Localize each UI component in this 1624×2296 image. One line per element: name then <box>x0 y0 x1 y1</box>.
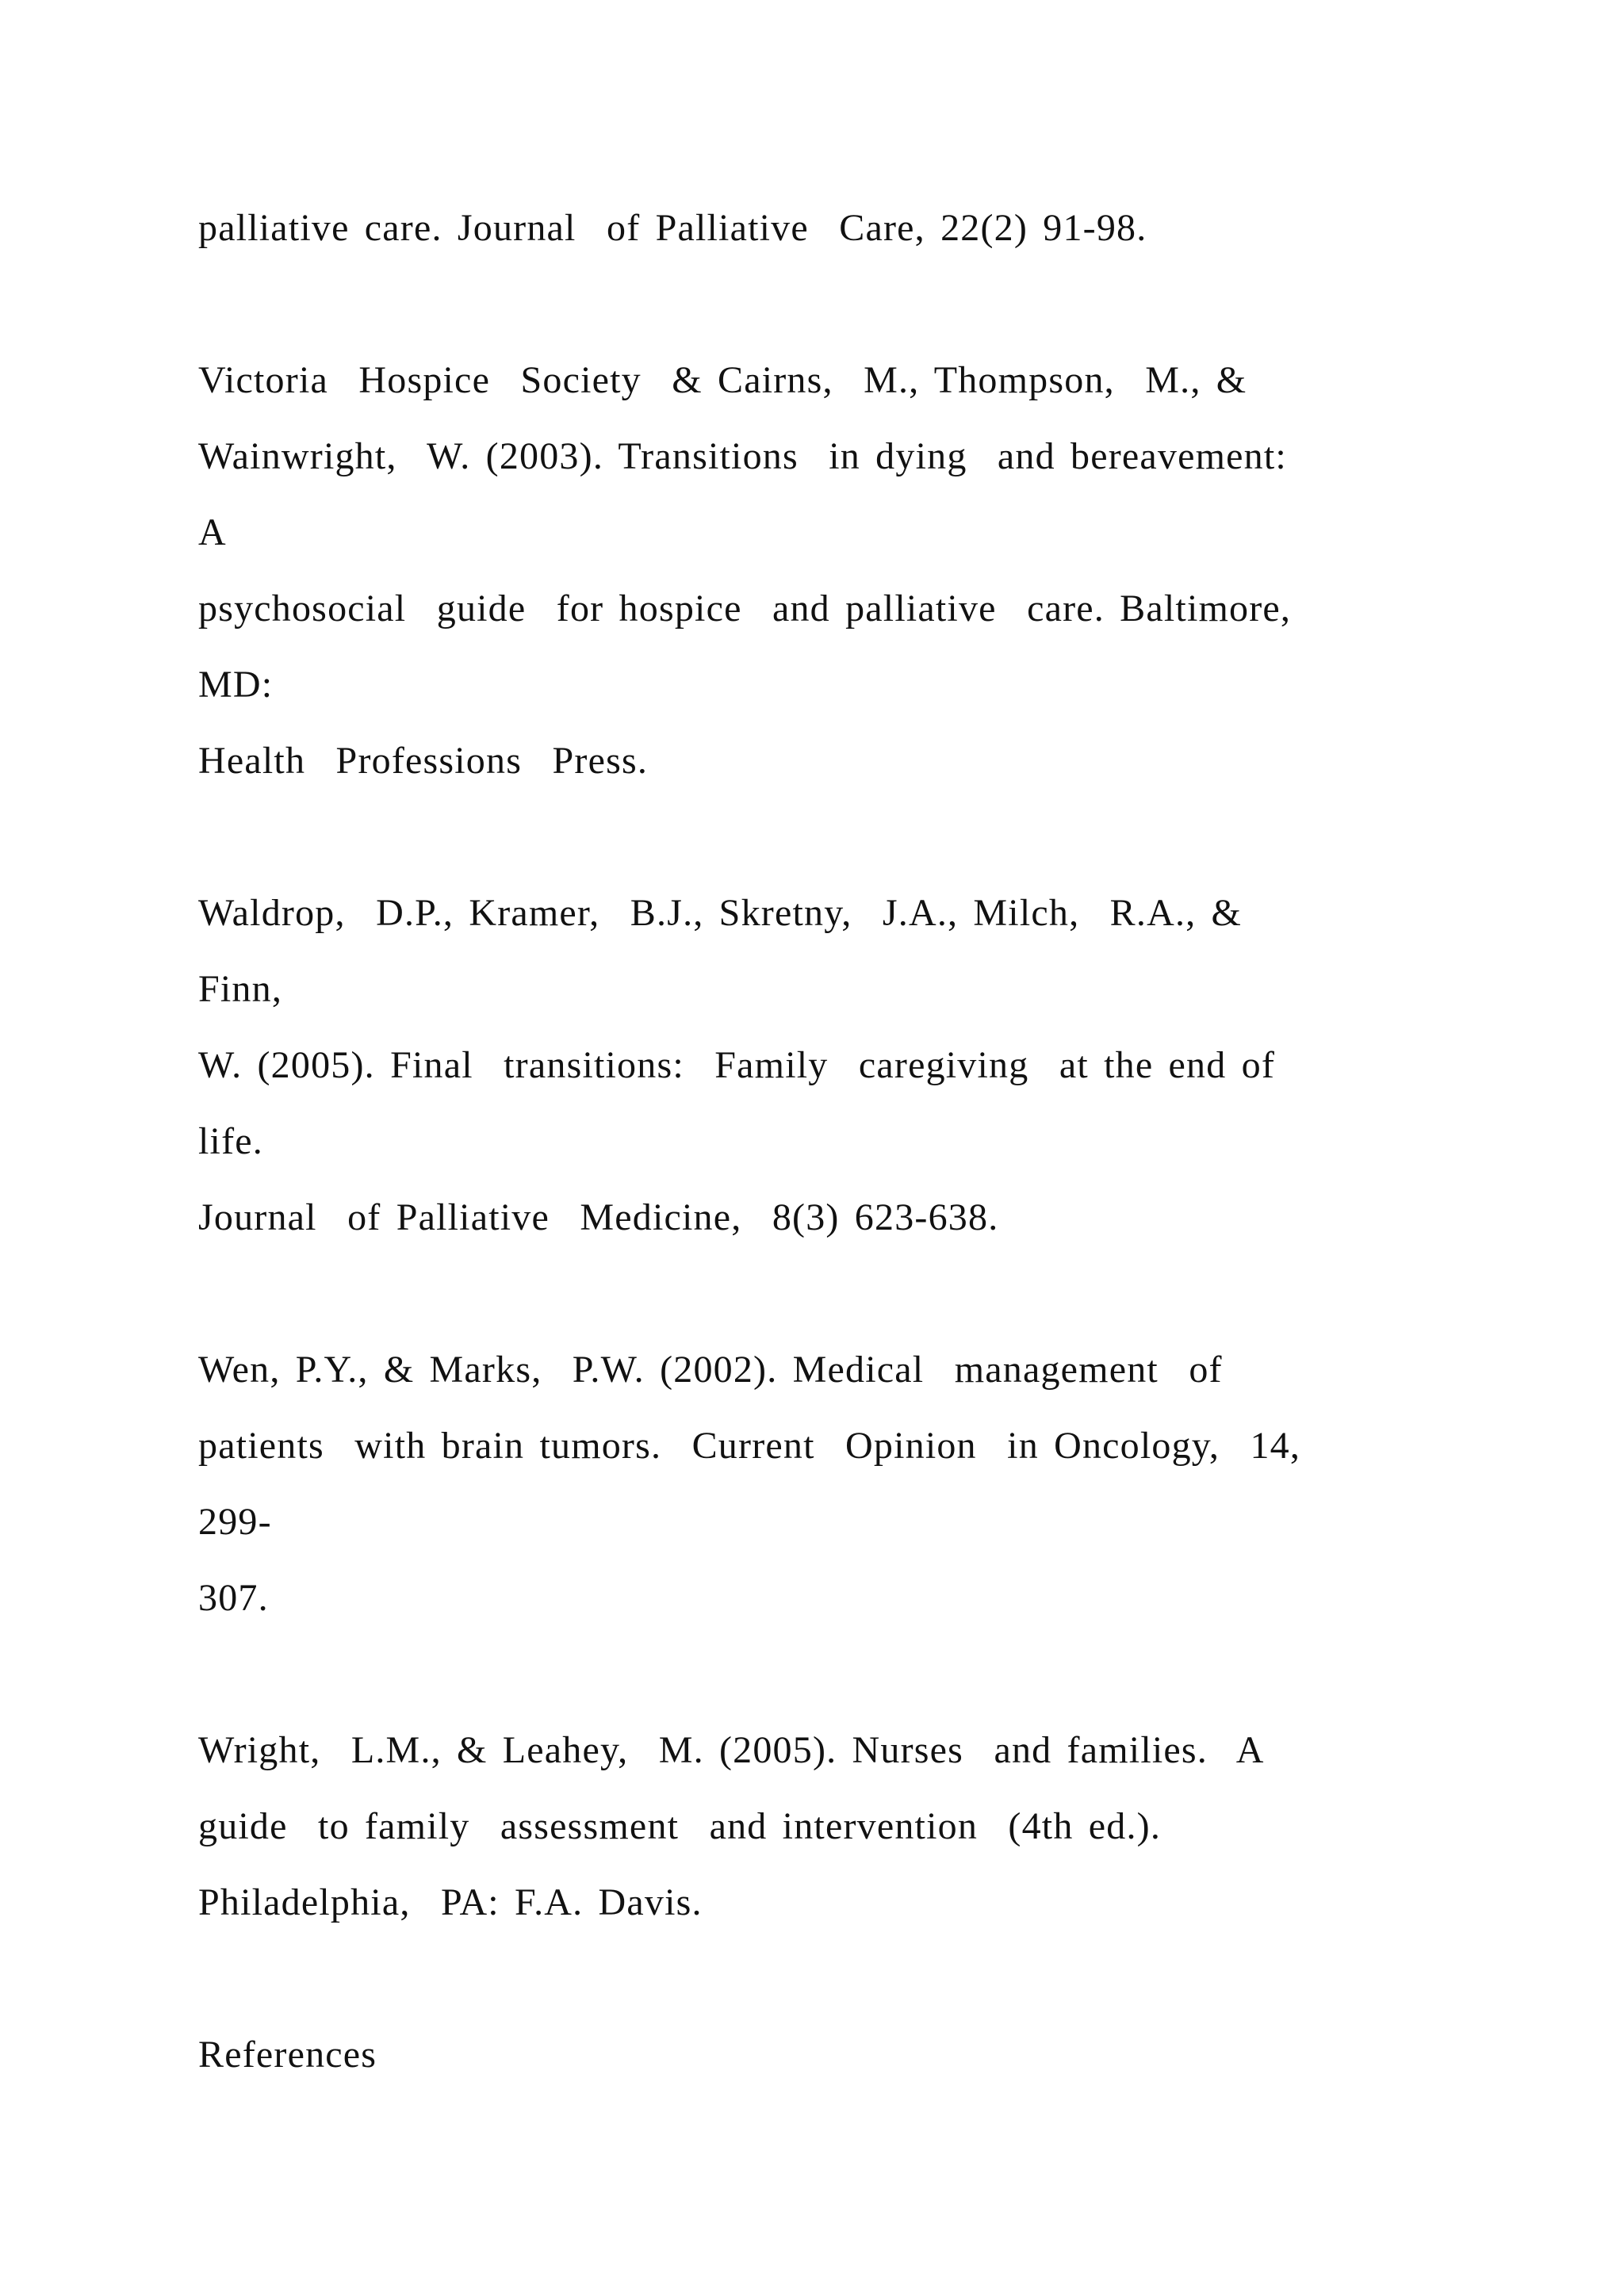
entry-spacer <box>198 1256 1507 1332</box>
reference-line: Waldrop, D.P., Kramer, B.J., Skretny, J.A., Milch, R.A., & <box>198 892 1243 934</box>
entry-spacer <box>198 1636 1507 1712</box>
reference-line: Health Professions Press. <box>198 740 649 782</box>
reference-line: guide to family assessment and intervention (4th ed.). <box>198 1805 1162 1847</box>
references-heading <box>198 2017 1507 2093</box>
reference-line: W. (2005). Final transitions: Family caregiving at the end of <box>198 1044 1276 1086</box>
reference-line: psychosocial guide for hospice and palliative care. Baltimore, <box>198 587 1292 629</box>
reference-line: Philadelphia, PA: F.A. Davis. <box>198 1881 703 1923</box>
reference-entry-wright <box>198 1712 1507 1941</box>
reference-entry-palliative-care <box>198 190 1507 266</box>
reference-entry-wen <box>198 1332 1507 1636</box>
reference-line: Wen, P.Y., & Marks, P.W. (2002). Medical management of <box>198 1349 1223 1391</box>
reference-line: Wainwright, W. (2003). Transitions in dying and bereavement: <box>198 435 1287 477</box>
reference-line: Journal of Palliative Medicine, 8(3) 623-638. <box>198 1196 999 1238</box>
reference-line: Wright, L.M., & Leahey, M. (2005). Nurses and families. A <box>198 1729 1265 1771</box>
reference-line: MD: <box>198 664 274 706</box>
reference-entry-waldrop <box>198 875 1507 1256</box>
reference-line: life. <box>198 1120 263 1162</box>
reference-list <box>198 190 1507 2093</box>
reference-line: 299- <box>198 1501 272 1543</box>
reference-line: 307. <box>198 1577 269 1619</box>
reference-line: patients with brain tumors. Current Opinion in Oncology, 14, <box>198 1425 1301 1467</box>
reference-entry-victoria-hospice <box>198 342 1507 799</box>
reference-line: palliative care. Journal of Palliative Care, 22(2) 91-98. <box>198 207 1147 249</box>
reference-line: Finn, <box>198 968 283 1010</box>
entry-spacer <box>198 266 1507 342</box>
reference-line: Victoria Hospice Society & Cairns, M., Thompson, M., & <box>198 359 1247 401</box>
reference-line: A <box>198 511 227 553</box>
entry-spacer <box>198 1941 1507 2017</box>
section-heading: References <box>198 2034 377 2076</box>
entry-spacer <box>198 799 1507 875</box>
